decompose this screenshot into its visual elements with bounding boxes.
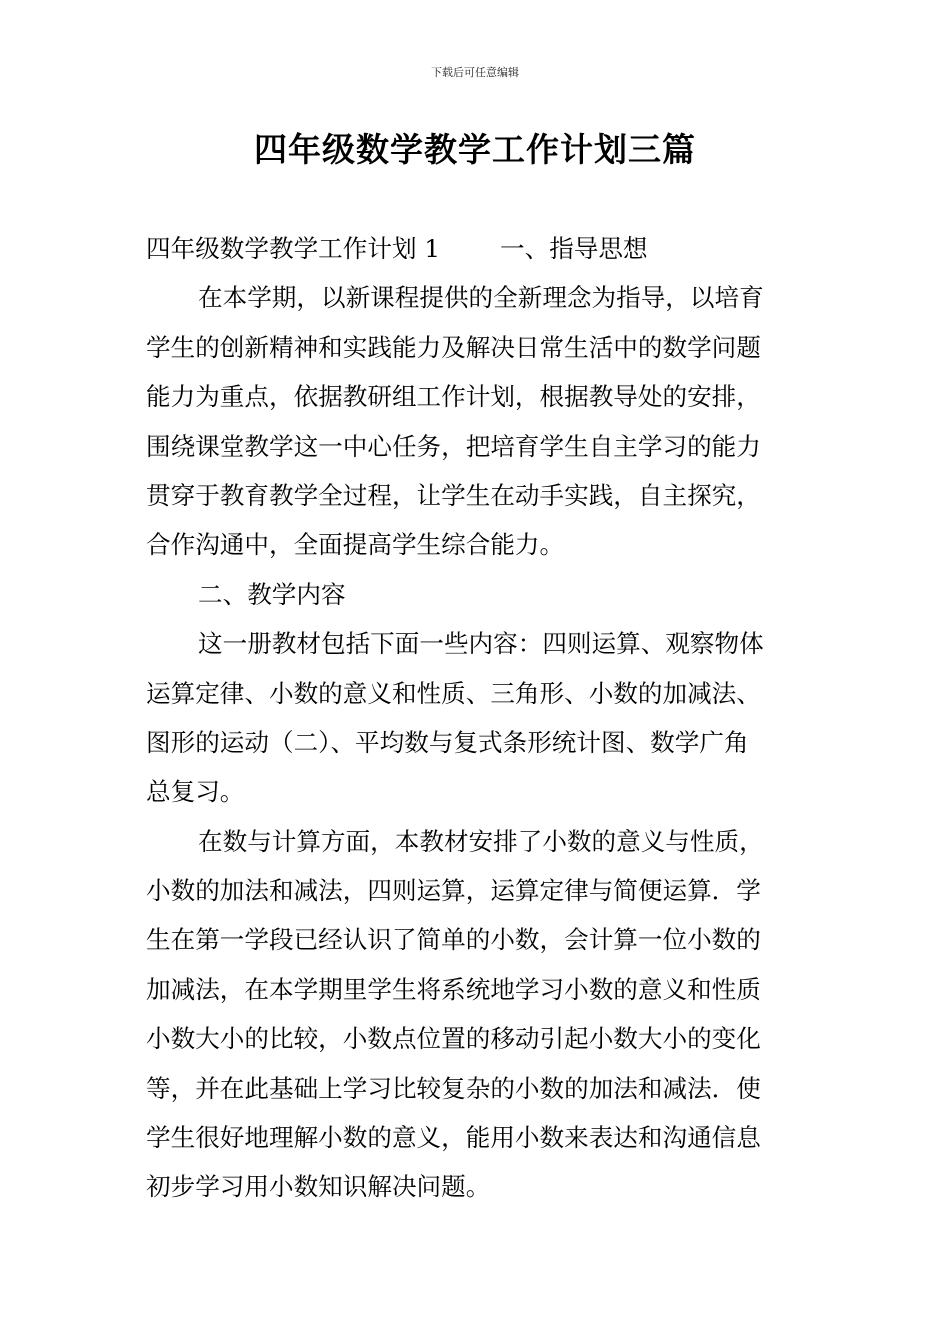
plan-heading-line <box>146 224 806 273</box>
paragraph-line: 生在第一学段已经认识了简单的小数，会计算一位小数的 <box>146 925 761 955</box>
paragraph-line: 小数的加法和减法，四则运算，运算定律与简便运算．学 <box>146 876 761 906</box>
section-1-heading: 一、指导思想 <box>500 234 648 263</box>
paragraph-line: 能力为重点，依据教研组工作计划，根据教导处的安排， <box>146 382 761 412</box>
paragraph-line: 小数大小的比较，小数点位置的移动引起小数大小的变化 <box>146 1024 761 1054</box>
paragraph-line: 围绕课堂教学这一中心任务，把培育学生自主学习的能力 <box>146 431 761 461</box>
paragraph-line: 学生的创新精神和实践能力及解决日常生活中的数学问题 <box>146 332 761 362</box>
paragraph-line: 贯穿于教育教学全过程，让学生在动手实践，自主探究， <box>146 480 761 510</box>
paragraph-line: 学生很好地理解小数的意义，能用小数来表达和沟通信息 <box>146 1123 761 1153</box>
paragraph-line: 初步学习用小数知识解决问题。 <box>146 1172 491 1202</box>
paragraph-line: 合作沟通中，全面提高学生综合能力。 <box>146 530 565 560</box>
paragraph-line: 加减法，在本学期里学生将系统地学习小数的意义和性质 <box>146 974 761 1004</box>
header-note: 下载后可任意编辑 <box>431 66 519 79</box>
paragraph-line: 在数与计算方面，本教材安排了小数的意义与性质， <box>198 826 764 856</box>
plan-label: 四年级数学教学工作计划 1 <box>146 234 440 263</box>
paragraph-line: 在本学期，以新课程提供的全新理念为指导，以培育 <box>198 283 764 313</box>
paragraph-line: 图形的运动（二）、平均数与复式条形统计图、数学广角 <box>146 727 749 757</box>
paragraph-line: 这一册教材包括下面一些内容：四则运算、观察物体 <box>198 629 764 659</box>
document-title: 四年级数学教学工作计划三篇 <box>254 130 696 169</box>
document-body <box>146 224 806 1212</box>
paragraph-line: 总复习。 <box>146 777 245 807</box>
paragraph-line: 等，并在此基础上学习比较复杂的小数的加法和减法．使 <box>146 1073 761 1103</box>
section-2-heading: 二、教学内容 <box>198 579 346 609</box>
paragraph-line: 运算定律、小数的意义和性质、三角形、小数的加减法、 <box>146 678 761 708</box>
